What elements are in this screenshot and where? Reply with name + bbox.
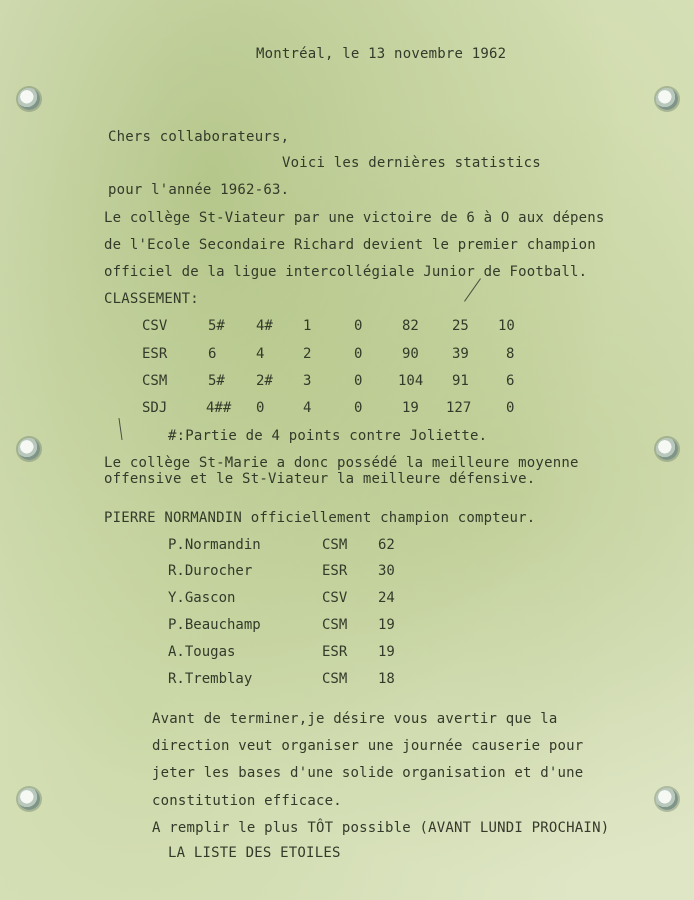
stat-cell: 91 <box>452 373 469 389</box>
scorer-team: ESR <box>322 563 348 579</box>
stat-cell: 0 <box>506 400 515 416</box>
stat-cell: 5# <box>208 373 225 389</box>
stat-cell: 6 <box>208 346 217 362</box>
binder-hole-top-left <box>18 88 40 110</box>
scorer-name: A.Tougas <box>168 644 236 660</box>
scorer-team: CSM <box>322 617 348 633</box>
stat-cell: 0 <box>354 400 363 416</box>
scorer-points: 24 <box>378 590 395 606</box>
scorer-name: R.Tremblay <box>168 671 253 687</box>
champion-line: PIERRE NORMANDIN officiellement champion compteur. <box>104 510 536 526</box>
scorer-points: 18 <box>378 671 395 687</box>
classement-label: CLASSEMENT: <box>104 291 199 307</box>
intro-line-1: Voici les dernières statistics <box>282 155 541 171</box>
team-cell: ESR <box>142 346 168 362</box>
stat-cell: 104 <box>398 373 424 389</box>
binder-hole-bottom-right <box>656 788 678 810</box>
stat-cell: 0 <box>354 318 363 334</box>
scorer-name: R.Durocher <box>168 563 253 579</box>
scorer-name: Y.Gascon <box>168 590 236 606</box>
stat-cell: 10 <box>498 318 515 334</box>
stat-cell: 3 <box>303 373 312 389</box>
binder-hole-middle-left <box>18 438 40 460</box>
closing-line-2: direction veut organiser une journée causerie pour <box>152 738 584 754</box>
scorer-points: 62 <box>378 537 395 553</box>
stat-cell: 82 <box>402 318 419 334</box>
closing-line-3: jeter les bases d'une solide organisation et d'une <box>152 765 584 781</box>
paragraph-line-1: Le collège St-Viateur par une victoire de 6 à O aux dépens <box>104 210 605 226</box>
stat-cell: 1 <box>303 318 312 334</box>
scorer-team: CSM <box>322 671 348 687</box>
stat-cell: 5# <box>208 318 225 334</box>
stat-cell: 0 <box>354 373 363 389</box>
pen-stroke <box>464 278 481 302</box>
intro-line-2: pour l'année 1962-63. <box>108 182 290 198</box>
stat-cell: 25 <box>452 318 469 334</box>
paragraph-line-2: de l'Ecole Secondaire Richard devient le premier champion <box>104 237 596 253</box>
stat-cell: 0 <box>256 400 265 416</box>
pen-stroke <box>118 418 122 440</box>
closing-line-6: LA LISTE DES ETOILES <box>168 845 341 861</box>
stat-cell: 2 <box>303 346 312 362</box>
closing-line-5: A remplir le plus TÔT possible (AVANT LUNDI PROCHAIN) <box>152 820 610 836</box>
table-footnote: #:Partie de 4 points contre Joliette. <box>168 428 488 444</box>
stat-cell: 6 <box>506 373 515 389</box>
stat-cell: 4 <box>256 346 265 362</box>
scorer-team: CSM <box>322 537 348 553</box>
scorer-team: ESR <box>322 644 348 660</box>
stat-cell: 4# <box>256 318 273 334</box>
binder-hole-top-right <box>656 88 678 110</box>
stat-cell: 127 <box>446 400 472 416</box>
closing-line-1: Avant de terminer,je désire vous avertir que la <box>152 711 558 727</box>
stat-cell: 90 <box>402 346 419 362</box>
scorer-team: CSV <box>322 590 348 606</box>
salutation: Chers collaborateurs, <box>108 129 290 145</box>
team-cell: CSV <box>142 318 168 334</box>
stat-cell: 19 <box>402 400 419 416</box>
stat-cell: 39 <box>452 346 469 362</box>
paragraph-line-5: offensive et le St-Viateur la meilleure défensive. <box>104 471 536 487</box>
stat-cell: 4 <box>303 400 312 416</box>
team-cell: CSM <box>142 373 168 389</box>
stat-cell: 0 <box>354 346 363 362</box>
paragraph-line-3: officiel de la ligue intercollégiale Junior de Football. <box>104 264 588 280</box>
binder-hole-middle-right <box>656 438 678 460</box>
stat-cell: 4## <box>206 400 232 416</box>
scorer-points: 19 <box>378 617 395 633</box>
scorer-points: 30 <box>378 563 395 579</box>
paragraph-line-4: Le collège St-Marie a donc possédé la meilleure moyenne <box>104 455 579 471</box>
scorer-name: P.Beauchamp <box>168 617 261 633</box>
date-line: Montréal, le 13 novembre 1962 <box>256 46 507 62</box>
binder-hole-bottom-left <box>18 788 40 810</box>
team-cell: SDJ <box>142 400 168 416</box>
closing-line-4: constitution efficace. <box>152 793 342 809</box>
stat-cell: 8 <box>506 346 515 362</box>
scorer-name: P.Normandin <box>168 537 261 553</box>
stat-cell: 2# <box>256 373 273 389</box>
scorer-points: 19 <box>378 644 395 660</box>
